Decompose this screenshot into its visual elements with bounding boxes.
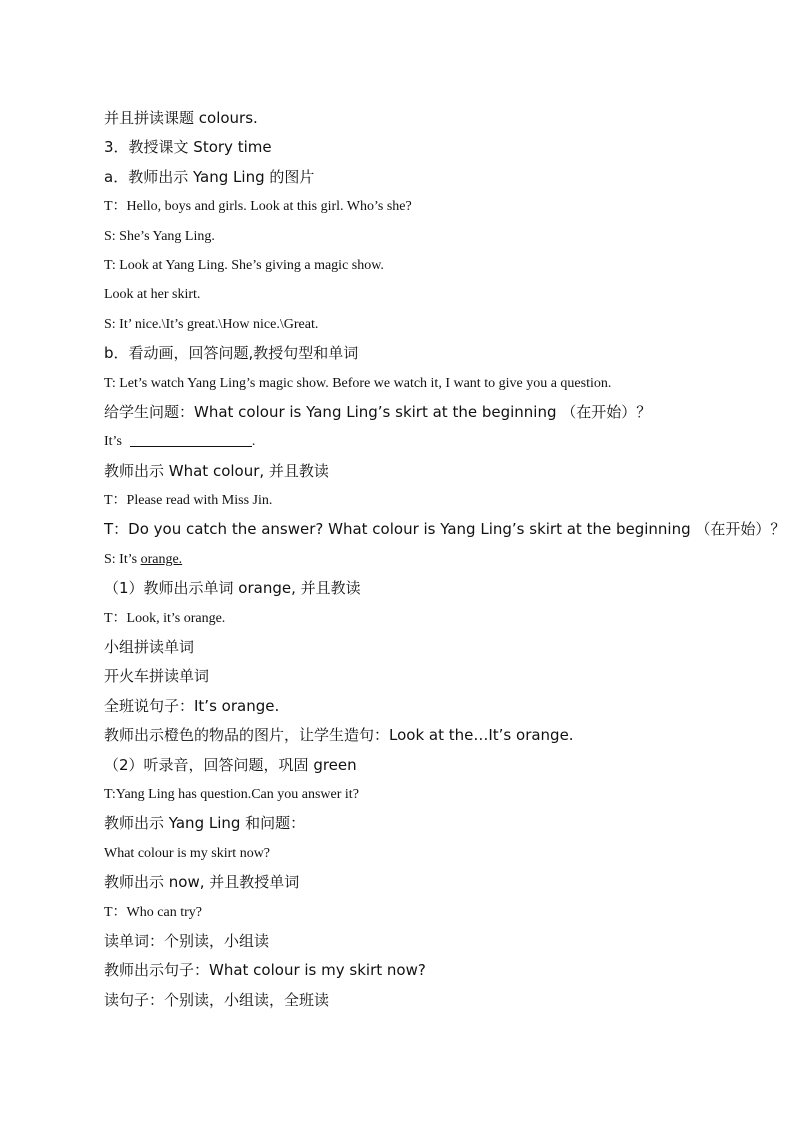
dialogue-line: Look at her skirt. [104, 287, 201, 303]
text-line: 教师出示 Yang Ling 和问题： [104, 814, 306, 833]
dialogue-line: T: Look at Yang Ling. She’s giving a magic show. [104, 257, 384, 273]
text-line: 教师出示 now, 并且教授单词 [104, 873, 300, 892]
document-body [104, 104, 786, 1015]
text-line: 读句子：个别读，小组读，全班读 [104, 990, 330, 1009]
step-heading: a．教师出示 Yang Ling 的图片 [104, 167, 315, 186]
text-line: 全班说句子：It’s orange. [104, 696, 280, 715]
dialogue-line: T：Please read with Miss Jin. [104, 493, 273, 509]
step-heading: b．看动画，回答问题,教授句型和单词 [104, 344, 359, 363]
answer-line [104, 545, 744, 574]
dialogue-line: T：Look, it’s orange. [104, 610, 226, 626]
text-line: 小组拼读单词 [104, 638, 195, 657]
dialogue-line: T: Let’s watch Yang Ling’s magic show. Before we watch it, I want to give you a question. [104, 375, 612, 391]
answer-word: orange. [140, 551, 183, 567]
step-heading: （1）教师出示单词 orange, 并且教读 [104, 579, 361, 598]
dialogue-line: T:Yang Ling has question.Can you answer it? [104, 786, 359, 802]
dialogue-line: S: She’s Yang Ling. [104, 228, 215, 244]
answer-blank [130, 432, 252, 447]
dialogue-line: T：Who can try? [104, 904, 202, 920]
fill-in-line [104, 427, 744, 456]
text-line: 读单词：个别读，小组读 [104, 931, 270, 950]
text-line: 教师出示橙色的物品的图片，让学生造句：Look at the…It’s orange. [104, 726, 574, 745]
question-line: 给学生问题：What colour is Yang Ling’s skirt at the beginning （在开始）？ [104, 402, 652, 421]
section-heading: 3．教授课文 Story time [104, 138, 272, 157]
fill-in-prefix: It’s [104, 434, 122, 450]
fill-in-period: . [251, 434, 256, 450]
step-heading: （2）听录音，回答问题，巩固 green [104, 755, 357, 774]
text-line: 并且拼读课题 colours. [104, 109, 258, 127]
question-line: What colour is my skirt now? [104, 845, 271, 861]
text-line: 开火车拼读单词 [104, 667, 210, 686]
answer-prefix: S: It’s [104, 551, 138, 567]
text-line: 教师出示 What colour, 并且教读 [104, 461, 329, 480]
text-line: 教师出示句子：What colour is my skirt now? [104, 961, 426, 980]
dialogue-line: S: It’ nice.\It’s great.\How nice.\Great. [104, 316, 319, 332]
question-line: T：Do you catch the answer? What colour is Yang Ling’s skirt at the beginning （在开始）？ [104, 520, 786, 539]
dialogue-line: T：Hello, boys and girls. Look at this girl. Who’s she? [104, 199, 412, 215]
